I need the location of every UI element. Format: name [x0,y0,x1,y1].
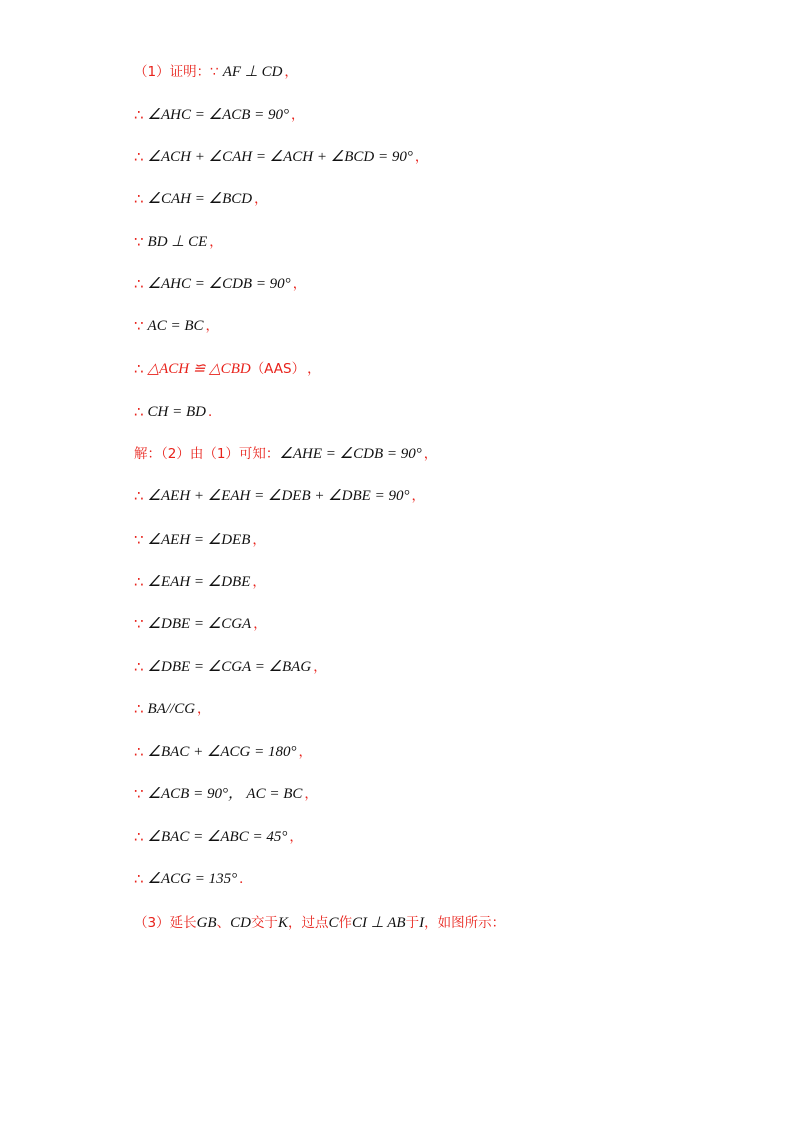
proof-line-2 [134,103,305,127]
solution-line-9 [134,782,318,806]
therefore-symbol: ∴ [134,148,144,166]
part-3-math-4: C [328,915,339,931]
line-suffix: ， [253,616,267,632]
math-expression: ∠BAC = ∠ABC = 45° [147,829,288,845]
line-suffix: ， [197,701,211,717]
therefore-symbol: ∴ [134,700,144,718]
therefore-symbol: ∴ [134,275,144,293]
because-symbol: ∵ [134,785,144,803]
math-expression: ∠AHC = ∠ACB = 90° [147,107,290,123]
math-expression: ∠DBE = ∠CGA [147,616,252,632]
part-3-text-3: 交于 [250,915,278,931]
because-symbol: ∵ [134,233,144,251]
line-suffix: ， [298,744,313,760]
therefore-symbol: ∴ [134,190,144,208]
line-prefix: 解：（2）由（1）可知： [134,446,280,462]
line-suffix: ， [284,64,298,80]
therefore-symbol: ∴ [134,828,144,846]
part-3-math-6: I [419,915,425,931]
math-expression: ∠AHE = ∠CDB = 90° [279,446,422,462]
part-3-text-1: （3）延长 [134,915,197,931]
proof-line-7 [134,314,219,338]
line-suffix: ， [292,276,307,292]
math-expression: ∠AHC = ∠CDB = 90° [147,276,291,292]
solution-line-2 [134,484,425,508]
solution-line-4 [134,570,266,594]
therefore-symbol: ∴ [134,360,144,378]
solution-line-5 [134,612,267,636]
line-suffix: ， [291,107,305,123]
part-3-math-1: GB [196,915,217,931]
congruence-expression: △ACH ≌ △CBD [147,361,251,377]
therefore-symbol: ∴ [134,403,144,421]
part-3-text-7: ，如图所示： [424,915,506,931]
line-suffix: ， [289,829,303,845]
part-3-text-4: ，过点 [287,915,329,931]
congruence-reason: （AAS） [250,361,306,377]
math-expression: ∠CAH = ∠BCD [147,191,253,207]
math-expression: ∠AEH = ∠DEB [147,532,251,548]
therefore-symbol: ∴ [134,870,144,888]
line-suffix: ， [414,149,429,165]
math-expression: ∠DBE = ∠CGA = ∠BAG [147,659,312,675]
because-symbol: ∵ [134,531,144,549]
line-suffix: ， [252,532,266,548]
line-prefix: （1）证明：∵ [134,64,219,80]
proof-line-6 [134,272,306,296]
math-expression: AC = BC [147,318,204,334]
math-expression: ∠ACB = 90°， AC = BC [147,786,303,802]
solution-line-1 [134,442,437,466]
math-expression: ∠BAC + ∠ACG = 180° [147,744,297,760]
because-symbol: ∵ [134,615,144,633]
proof-line-1 [134,60,298,84]
line-suffix: ， [304,786,318,802]
part-3-math-5: CI ⊥ AB [351,915,406,931]
therefore-symbol: ∴ [134,743,144,761]
math-expression: ∠EAH = ∠DBE [147,574,251,590]
math-expression: AF ⊥ CD [222,64,283,80]
line-suffix: ． [208,404,222,420]
because-symbol: ∵ [134,317,144,335]
line-suffix: ， [313,659,327,675]
math-expression: ∠ACH + ∠CAH = ∠ACH + ∠BCD = 90° [147,149,413,165]
part-3-line [134,911,505,935]
solution-line-7 [134,697,211,721]
proof-line-8 [134,357,321,381]
part-3-text-2: 、 [216,915,231,931]
part-3-text-6: 于 [405,915,420,931]
solution-line-3 [134,528,266,552]
solution-line-8 [134,740,312,764]
solution-line-11 [134,867,253,891]
part-3-text-5: 作 [338,915,352,931]
line-suffix: ， [307,361,321,377]
proof-line-4 [134,187,268,211]
solution-line-6 [134,655,327,679]
proof-line-3 [134,145,428,169]
line-suffix: ． [239,871,253,887]
line-suffix: ， [205,318,220,334]
line-suffix: ， [423,446,438,462]
therefore-symbol: ∴ [134,487,144,505]
math-expression: CH = BD [147,404,207,420]
line-suffix: ， [209,234,223,250]
line-suffix: ， [411,488,425,504]
math-expression: BD ⊥ CE [147,234,208,250]
therefore-symbol: ∴ [134,106,144,124]
therefore-symbol: ∴ [134,573,144,591]
math-expression: BA//CG [147,701,196,717]
math-expression: ∠ACG = 135° [147,871,238,887]
proof-line-9 [134,400,222,424]
solution-line-10 [134,825,303,849]
part-3-math-2: CD [230,915,251,931]
line-suffix: ， [254,191,268,207]
line-suffix: ， [252,574,266,590]
math-expression: ∠AEH + ∠EAH = ∠DEB + ∠DBE = 90° [147,488,410,504]
part-3-math-3: K [277,915,288,931]
proof-line-5 [134,230,223,254]
therefore-symbol: ∴ [134,658,144,676]
